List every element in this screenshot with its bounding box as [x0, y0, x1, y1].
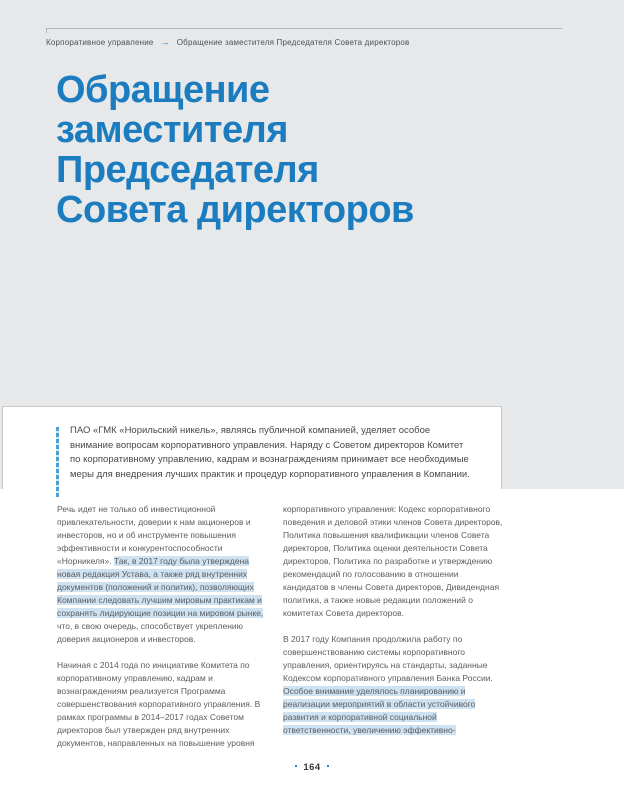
breadcrumb-section: Корпоративное управление [46, 37, 154, 47]
paragraph: Начиная с 2014 года по инициативе Комитета по корпоративному управлению, кадрам и вознаграждениям реализуется Программа совершенствования корпоративного управления. В рамках программы в 2014–2017 годах Советом директоров был утвержден ряд внутренних документов, направленных на повышение уровня [57, 660, 261, 748]
page-dot-left-icon [295, 765, 297, 767]
breadcrumb [46, 37, 409, 47]
paragraph-text: что, в свою очередь, способствует укреплению доверия акционеров и инвесторов. [57, 621, 244, 644]
paragraph-text: Речь идет не только об инвестиционной привлекательности, доверии к нам акционеров и инвесторов, но и об инструменте повышения эффективности и конкурентоспособности «Норникеля». [57, 504, 251, 566]
page-title-line: Обращение [56, 69, 270, 111]
paragraph [57, 503, 274, 646]
column-left [57, 503, 274, 750]
page-title-line: заместителя [56, 109, 288, 151]
page-dot-right-icon [327, 765, 329, 767]
callout-accent-rule-icon [56, 427, 59, 497]
highlighted-text: Так, в 2017 году была утверждена новая редакция Устава, а также ряд внутренних документов (положений и политик), позволяющих Компании следовать лучшим мировым практикам и сохранять лидирующие позиции на мировом рынке, [57, 556, 264, 618]
paragraph-text: В 2017 году Компания продолжила работу по совершенствованию системы корпоративного управления, ориентируясь на стандарты, заданные Кодексом корпоративного управления Банка России. [283, 634, 493, 683]
breadcrumb-rule [46, 28, 562, 29]
callout [56, 424, 470, 482]
paragraph [283, 633, 503, 737]
footer-page-number: 164 [303, 762, 321, 773]
body-columns [57, 503, 503, 750]
page-title-line: Совета директоров [56, 189, 414, 231]
paragraph: корпоративного управления: Кодекс корпоративного поведения и деловой этики членов Совета директоров, Политика повышения квалификации членов Совета директоров, Политика оценки деятельности Совета директоров, Политика по разработке и утверждению рекомендаций по голосованию в отношении кандидатов в члены Совета директоров, Дивидендная политика, а также новые редакции положений о комитетах Совета директоров. [283, 504, 503, 618]
page-footer [0, 757, 624, 775]
highlighted-text: Особое внимание уделялось планированию и реализации мероприятий в области устойчивого развития и корпоративной социальной ответственности, увеличению эффективно- [283, 686, 476, 735]
column-right [283, 503, 503, 750]
callout-text: ПАО «ГМК «Норильский никель», являясь публичной компанией, уделяет особое внимание вопросам корпоративного управления. Наряду с Советом директоров Комитет по корпоративному управлению, кадрам и вознаграждениям принимает все необходимые меры для внедрения лучших практик и процедур корпоративного управления в Компании. [70, 425, 470, 480]
breadcrumb-current: Обращение заместителя Председателя Совета директоров [176, 37, 410, 47]
breadcrumb-arrow-icon: → [160, 37, 170, 47]
page-title-line: Председателя [56, 149, 319, 191]
page-title [56, 70, 496, 230]
